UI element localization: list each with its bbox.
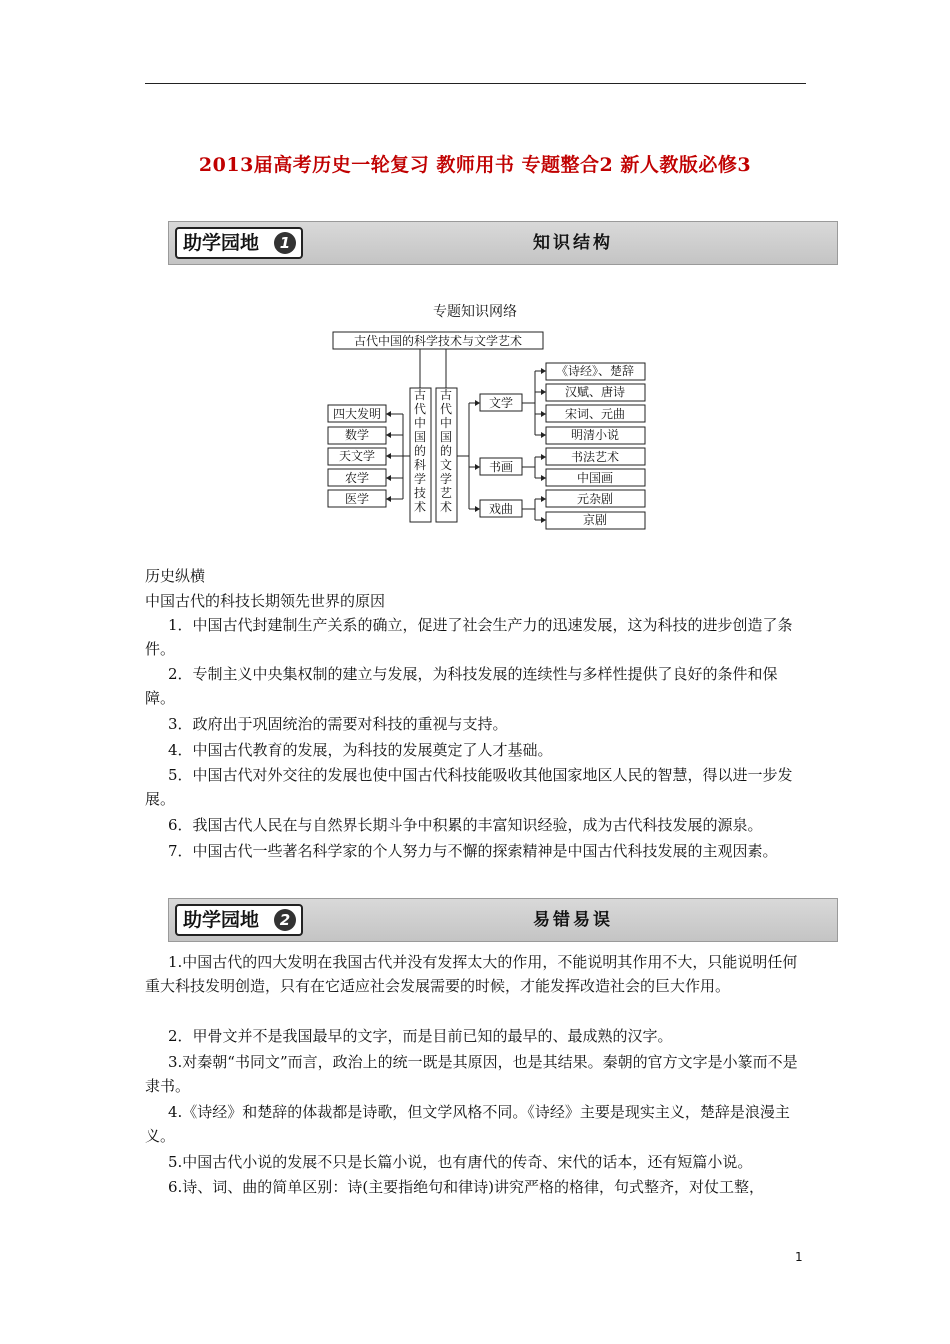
banner-tag <box>175 904 303 936</box>
banner-number-badge: 1 <box>274 232 296 254</box>
error-item: 5.中国古代小说的发展不只是长篇小说，也有唐代的传奇、宋代的话本，还有短篇小说。 <box>168 1153 753 1171</box>
arts-branch-labels <box>489 363 634 527</box>
branch-item-label: 《诗经》、楚辞 <box>555 364 635 378</box>
history-item: 1．中国古代封建制生产关系的确立，促进了社会生产力的迅速发展，这为科技的进步创造了条件。 <box>145 616 793 658</box>
science-item-label: 数学 <box>344 428 370 442</box>
column-char: 的 <box>413 444 427 458</box>
science-item-label: 四大发明 <box>332 407 382 421</box>
diagram-caption: 专题知识网络 <box>433 304 517 320</box>
column-char: 代 <box>413 402 427 416</box>
column-char: 文 <box>439 458 453 472</box>
column-char: 艺 <box>439 486 453 500</box>
column-char: 术 <box>413 500 427 514</box>
branch-item-label: 汉赋、唐诗 <box>564 385 626 399</box>
branch-item-label: 明清小说 <box>570 428 620 442</box>
science-item-label: 医学 <box>344 492 370 506</box>
branch-label: 书画 <box>488 460 514 474</box>
column-char: 国 <box>439 430 453 444</box>
history-item: 3．政府出于巩固统治的需要对科技的重视与支持。 <box>168 715 508 733</box>
section-banner-errors <box>168 898 838 942</box>
header-rule <box>145 83 806 84</box>
history-item: 6．我国古代人民在与自然界长期斗争中积累的丰富知识经验，成为古代科技发展的源泉。 <box>168 816 763 834</box>
science-item-label: 天文学 <box>338 449 376 463</box>
error-item: 1.中国古代的四大发明在我国古代并没有发挥太大的作用，不能说明其作用不大，只能说明任何重大科技发明创造，只有在它适应社会发展需要的时候，才能发挥改造社会的巨大作用。 <box>145 953 798 995</box>
page-number: 1 <box>795 1250 803 1264</box>
document-title: 2013届高考历史一轮复习 教师用书 专题整合2 新人教版必修3 <box>198 154 752 176</box>
branch-item-label: 元杂剧 <box>576 492 614 506</box>
column-char: 古 <box>413 388 427 402</box>
arts-column-label <box>440 387 452 514</box>
banner-label: 易错易误 <box>533 910 613 930</box>
column-char: 中 <box>439 416 453 430</box>
column-char: 学 <box>439 472 453 486</box>
branch-item-label: 宋词、元曲 <box>564 407 626 421</box>
branch-item-label: 书法艺术 <box>570 450 620 464</box>
column-char: 的 <box>439 444 453 458</box>
column-char: 代 <box>439 402 453 416</box>
branch-item-label: 中国画 <box>576 471 614 485</box>
knowledge-network-diagram <box>322 328 652 533</box>
error-item: 6.诗、词、曲的简单区别：诗(主要指绝句和律诗)讲究严格的格律，句式整齐，对仗工整， <box>168 1178 765 1196</box>
history-subheading: 中国古代的科技长期领先世界的原因 <box>145 592 386 610</box>
section-banner-knowledge <box>168 221 838 265</box>
banner-tag <box>175 227 303 259</box>
root-label: 古代中国的科学技术与文学艺术 <box>353 334 523 348</box>
error-item: 4.《诗经》和楚辞的体裁都是诗歌，但文学风格不同。《诗经》主要是现实主义，楚辞是浪漫主义。 <box>145 1103 790 1145</box>
science-item-labels <box>333 406 381 506</box>
history-item: 5．中国古代对外交往的发展也使中国古代科技能吸收其他国家地区人民的智慧，得以进一步发展。 <box>145 766 793 808</box>
error-item: 3.对秦朝“书同文”而言，政治上的统一既是其原因，也是其结果。秦朝的官方文字是小篆而不是隶书。 <box>145 1053 798 1095</box>
column-char: 国 <box>413 430 427 444</box>
science-column-label <box>414 387 426 514</box>
history-item: 7．中国古代一些著名科学家的个人努力与不懈的探索精神是中国古代科技发展的主观因素。 <box>168 842 778 860</box>
banner-tag-text: 助学园地 <box>183 232 260 254</box>
banner-tag-text: 助学园地 <box>183 909 260 931</box>
column-char: 古 <box>439 388 453 402</box>
banner-label: 知识结构 <box>533 233 613 253</box>
branch-label: 戏曲 <box>488 502 514 516</box>
column-char: 学 <box>413 472 427 486</box>
science-item-label: 农学 <box>344 471 370 485</box>
banner-number-badge: 2 <box>274 909 296 931</box>
column-char: 技 <box>413 486 427 500</box>
error-item: 2．甲骨文并不是我国最早的文字，而是目前已知的最早的、最成熟的汉字。 <box>168 1027 673 1045</box>
column-char: 中 <box>413 416 427 430</box>
column-char: 科 <box>413 458 427 472</box>
branch-item-label: 京剧 <box>582 513 608 527</box>
branch-label: 文学 <box>488 396 514 410</box>
history-item: 4．中国古代教育的发展，为科技的发展奠定了人才基础。 <box>168 741 553 759</box>
column-char: 术 <box>439 500 453 514</box>
history-item: 2．专制主义中央集权制的建立与发展，为科技发展的连续性与多样性提供了良好的条件和保障。 <box>145 665 778 707</box>
history-heading: 历史纵横 <box>145 567 206 585</box>
